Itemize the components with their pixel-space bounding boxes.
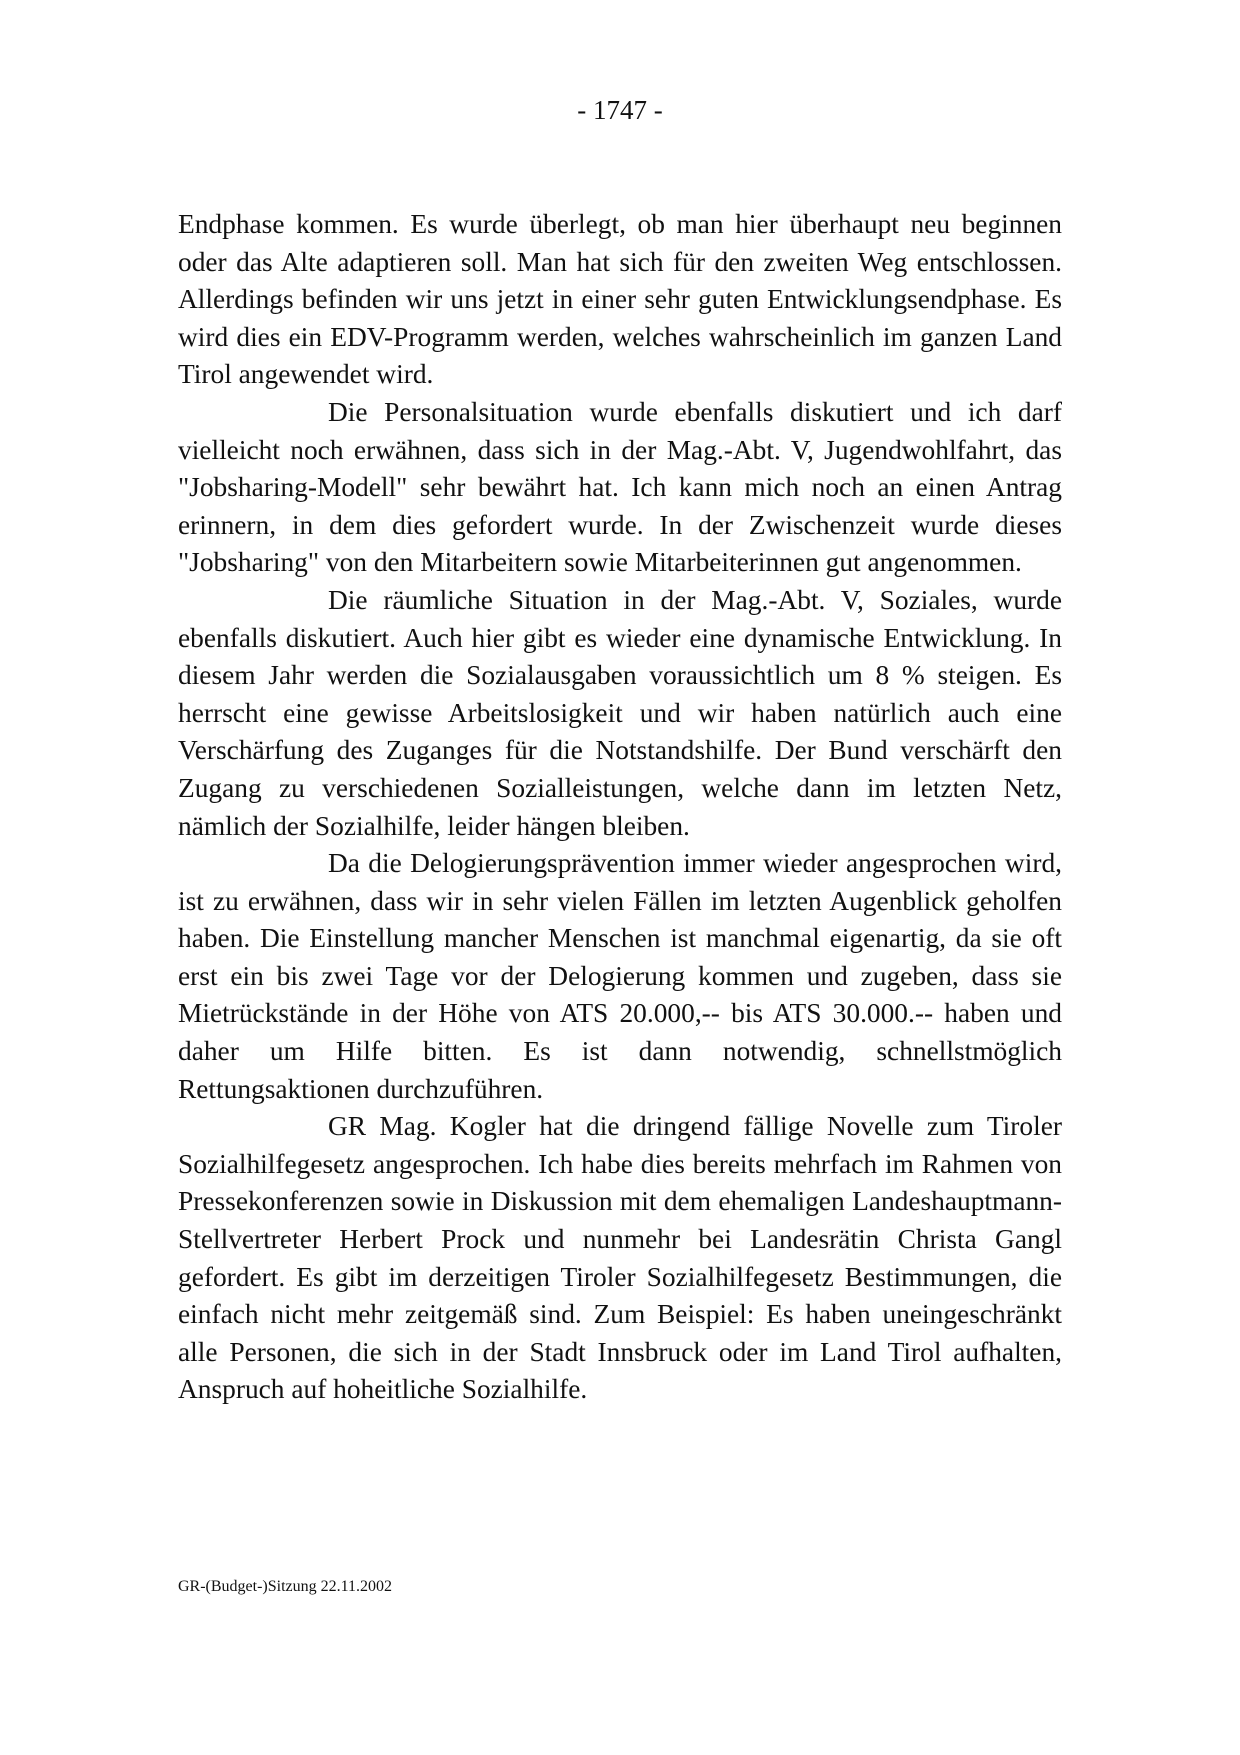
paragraph-3: Die räumliche Situation in der Mag.-Abt. V, Soziales, wurde ebenfalls diskutiert. Auch hier gibt es wieder eine dynamische Entwicklung. In diesem Jahr werden die Sozialausgaben voraussichtlich um 8 % steigen. Es herrscht eine gewisse Arbeitslosigkeit und wir haben natürlich auch eine Verschärfung des Zuganges für die Notstandshilfe. Der Bund verschärft den Zugang zu verschiedenen Sozialleistungen, welche dann im letzten Netz, nämlich der Sozialhilfe, leider hängen bleiben. bbox=[178, 584, 1062, 841]
paragraph-5: GR Mag. Kogler hat die dringend fällige Novelle zum Tiroler Sozialhilfegesetz angesprochen. Ich habe dies bereits mehrfach im Rahmen von Pressekonferenzen sowie in Diskussion mit dem ehemaligen Landeshauptmann-Stellvertreter Herbert Prock und nunmehr bei Landesrätin Christa Gangl gefordert. Es gibt im derzeitigen Tiroler Sozialhilfegesetz Bestimmungen, die einfach nicht mehr zeitgemäß sind. Zum Beispiel: Es haben uneingeschränkt alle Personen, die sich in der Stadt Innsbruck oder im Land Tirol aufhalten, Anspruch auf hoheitliche Sozialhilfe. bbox=[178, 1111, 1062, 1405]
paragraph-2: Die Personalsituation wurde ebenfalls diskutiert und ich darf vielleicht noch erwähnen, dass sich in der Mag.-Abt. V, Jugendwohlfahrt, das "Jobsharing-Modell" sehr bewährt hat. Ich kann mich noch an einen Antrag erinnern, in dem dies gefordert wurde. In der Zwischenzeit wurde dieses "Jobsharing" von den Mitarbeitern sowie Mitarbeiterinnen gut angenommen. bbox=[178, 396, 1062, 578]
footer-session-label: GR-(Budget-)Sitzung 22.11.2002 bbox=[178, 1578, 393, 1595]
paragraph-4: Da die Delogierungsprävention immer wieder angesprochen wird, ist zu erwähnen, dass wir in sehr vielen Fällen im letzten Augenblick geholfen haben. Die Einstellung mancher Menschen ist manchmal eigenartig, da sie oft erst ein bis zwei Tage vor der Delogierung kommen und zugeben, dass sie Mietrückstände in der Höhe von ATS 20.000,-- bis ATS 30.000.-- haben und daher um Hilfe bitten. Es ist dann notwendig, schnellstmöglich Rettungsaktionen durchzuführen. bbox=[178, 848, 1062, 1104]
document-body bbox=[178, 206, 1062, 1409]
page-number: - 1747 - bbox=[577, 95, 663, 125]
paragraph-1: Endphase kommen. Es wurde überlegt, ob man hier überhaupt neu beginnen oder das Alte adaptieren soll. Man hat sich für den zweiten Weg entschlossen. Allerdings befinden wir uns jetzt in einer sehr guten Entwicklungsendphase. Es wird dies ein EDV-Programm werden, welches wahrscheinlich im ganzen Land Tirol angewendet wird. bbox=[178, 209, 1062, 390]
